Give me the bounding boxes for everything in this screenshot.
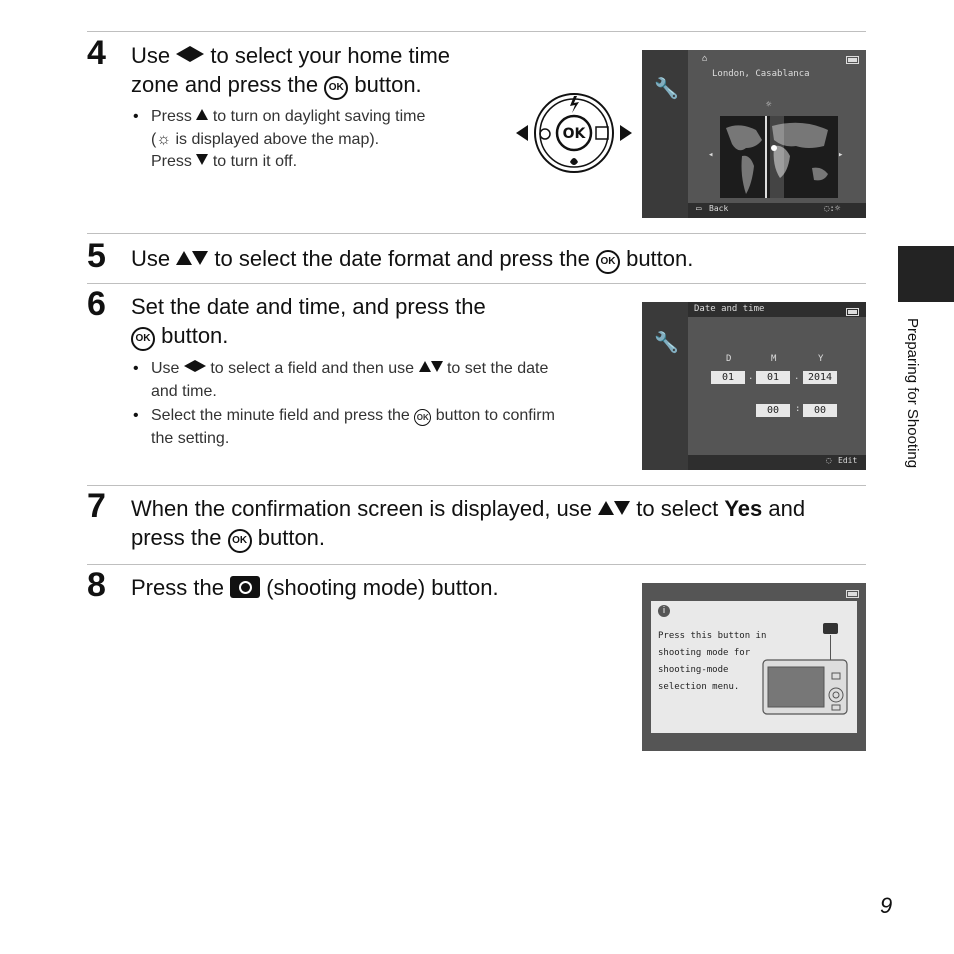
chapter-label: Preparing for Shooting: [904, 318, 921, 469]
step-heading: Use to select the date format and press the OK button.: [131, 244, 693, 274]
year-label: Y: [818, 354, 824, 364]
world-map: [720, 116, 838, 198]
info-icon: i: [658, 605, 670, 617]
day-field[interactable]: 01: [711, 371, 745, 384]
date-time-screen: 🔧 Date and time D M Y 01 . 01 . 2014 00 : 00 ◌ Edit: [642, 302, 866, 470]
help-screen: [642, 583, 866, 751]
step-detail: Select the minute field and press the OK button to confirm the setting.: [151, 407, 555, 447]
ok-button-icon: OK: [324, 76, 348, 100]
edit-label: Edit: [838, 456, 858, 465]
step-number: 4: [87, 34, 106, 72]
down-arrow-icon: [431, 361, 443, 372]
dst-toggle-icon: ◌:☼: [824, 204, 841, 214]
left-arrow-icon: [184, 360, 195, 372]
ok-button-icon: OK: [596, 250, 620, 274]
wrench-icon: 🔧: [654, 330, 679, 354]
battery-icon: [846, 56, 859, 64]
camera-icon: [823, 623, 838, 634]
wrench-icon: 🔧: [654, 76, 679, 100]
step-number: 7: [87, 487, 106, 525]
divider: [87, 31, 866, 32]
dst-icon: ☼: [766, 100, 772, 110]
camera-back-illustration: [762, 659, 852, 717]
step-heading: Set the date and time, and press the OK button.: [131, 292, 531, 351]
ok-button-icon: OK: [228, 529, 252, 553]
multi-selector-diagram: [512, 92, 636, 174]
svg-text:OK: OK: [562, 126, 586, 142]
minute-field[interactable]: 00: [803, 404, 837, 417]
ok-button-icon: OK: [131, 327, 155, 351]
camera-icon: [230, 576, 260, 598]
month-field[interactable]: 01: [756, 371, 790, 384]
bullet: •: [133, 407, 139, 424]
right-arrow-icon: ▸: [838, 150, 844, 160]
city-name: London, Casablanca: [712, 69, 810, 79]
page-number: 9: [880, 893, 893, 918]
divider: [87, 233, 866, 234]
step-number: 6: [87, 285, 106, 323]
ok-button-icon: OK: [414, 409, 431, 426]
divider: [87, 283, 866, 284]
divider: [87, 564, 866, 565]
home-icon: ⌂: [702, 54, 708, 64]
up-arrow-icon: [196, 109, 208, 120]
up-arrow-icon: [176, 251, 192, 265]
right-arrow-icon: [195, 360, 206, 372]
up-arrow-icon: [419, 361, 431, 372]
step-number: 5: [87, 237, 106, 275]
month-label: M: [771, 354, 777, 364]
step-detail: Press to turn on daylight saving time (☼ is displayed above the map). Press to turn it off.: [151, 108, 426, 170]
left-arrow-icon: [176, 46, 190, 62]
day-label: D: [726, 354, 732, 364]
chapter-tab: [898, 246, 954, 302]
left-arrow-icon: ◂: [708, 150, 714, 160]
right-arrow-icon: [190, 46, 204, 62]
year-field[interactable]: 2014: [803, 371, 837, 384]
back-icon: ▭: [696, 204, 702, 214]
dst-icon: ☼: [156, 130, 171, 148]
down-arrow-icon: [192, 251, 208, 265]
bullet: •: [133, 360, 139, 377]
help-panel: [651, 601, 857, 733]
hour-field[interactable]: 00: [756, 404, 790, 417]
bullet: •: [133, 108, 139, 125]
battery-icon: [846, 590, 859, 598]
down-arrow-icon: [196, 154, 208, 165]
divider: [87, 485, 866, 486]
step-heading: When the confirmation screen is displayed, use to select Yes and press the OK button.: [131, 494, 871, 553]
step-heading: Use to select your home time zone and press the OK button.: [131, 41, 511, 100]
step-heading: Press the (shooting mode) button.: [131, 575, 499, 600]
help-text: Press this button in shooting mode for shooting-mode selection menu.: [658, 631, 767, 692]
back-label: Back: [709, 204, 729, 213]
edit-icon: ◌: [826, 456, 832, 466]
up-arrow-icon: [598, 501, 614, 515]
down-arrow-icon: [614, 501, 630, 515]
screen-title: Date and time: [694, 304, 765, 314]
step-number: 8: [87, 566, 106, 604]
step-detail: Use to select a field and then use to set the date and time.: [151, 360, 549, 400]
time-zone-screen: [642, 50, 866, 218]
battery-icon: [846, 308, 859, 316]
